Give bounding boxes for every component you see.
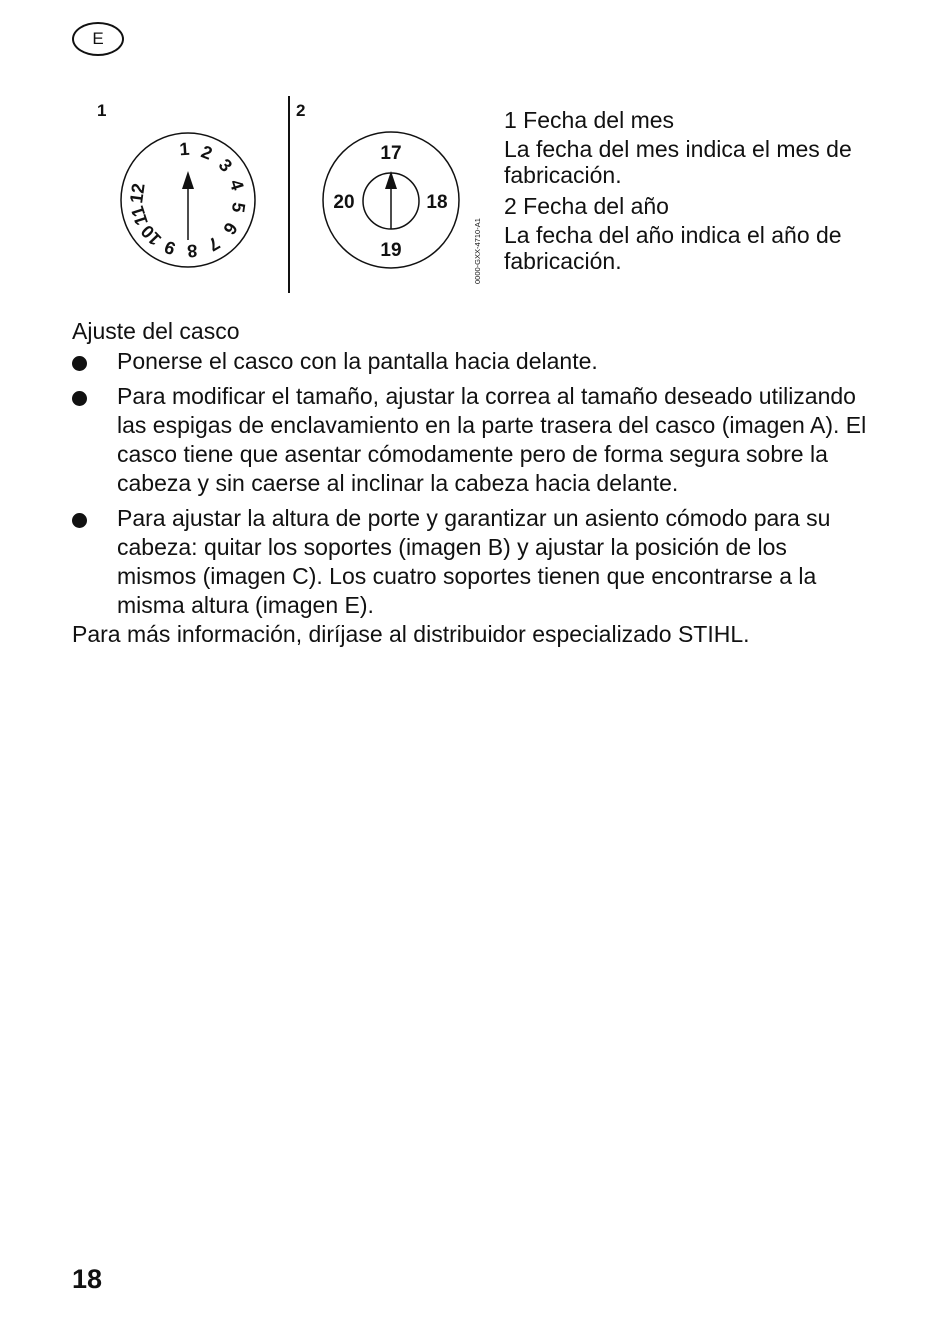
bullet-icon — [72, 356, 87, 371]
page-number: 18 — [72, 1264, 103, 1294]
legend-item-1-text: La fecha del mes indica el mes de fabricación. — [504, 136, 852, 188]
month-dial-number: 11 — [127, 203, 152, 228]
figure-divider — [288, 96, 290, 293]
image-reference: imagen A — [729, 412, 826, 438]
figure-legend — [504, 106, 894, 278]
legend-item-1-title: 1 Fecha del mes — [504, 107, 675, 133]
year-dial-number-top: 17 — [380, 143, 402, 164]
instruction-list — [72, 347, 872, 620]
instruction-text-part: ). Los cuatro soportes tienen que encontrarse a la misma altura ( — [117, 563, 817, 618]
instruction-text: Ponerse el casco con la pantalla hacia delante. — [117, 348, 598, 374]
year-dial-number-bottom: 19 — [380, 240, 402, 261]
month-dial-number: 10 — [136, 221, 166, 250]
month-dial-number: 9 — [161, 236, 179, 259]
month-dial-arrowhead — [182, 171, 194, 189]
year-dial-number-right: 18 — [426, 192, 448, 213]
month-dial-number: 6 — [219, 218, 242, 239]
section-title: Ajuste del casco — [72, 318, 240, 344]
year-dial-number-left: 20 — [333, 192, 355, 213]
instruction-text-part: Para ajustar la altura de porte y garantizar un asiento cómodo para su cabeza: quitar los soportes ( — [117, 505, 831, 560]
month-dial-number: 7 — [204, 232, 224, 256]
figure-panel-1-label: 1 — [97, 101, 107, 120]
image-reference: imagen B — [405, 534, 504, 560]
figure-panel-2-label: 2 — [296, 101, 306, 120]
bullet-icon — [72, 513, 87, 528]
instruction-text-part: ). El casco tiene que asentar cómodamente pero de forma segura sobre la cabeza y sin caerse al inclinar la cabeza hacia delante. — [117, 412, 867, 496]
month-dial-number: 4 — [225, 177, 248, 193]
instruction-item — [72, 347, 872, 376]
month-dial-number: 1 — [178, 138, 191, 160]
language-badge: E — [72, 22, 124, 56]
closing-note: Para más información, diríjase al distribuidor especializado STIHL. — [72, 621, 750, 647]
month-dial-number: 2 — [198, 141, 216, 164]
month-dial-number: 8 — [186, 240, 199, 262]
helmet-adjustment-section — [72, 316, 872, 649]
instruction-text-part: ) y ajustar la posición de los mismos ( — [117, 534, 787, 589]
year-dial-icon — [320, 130, 462, 270]
instruction-text-part: Para modificar el tamaño, ajustar la correa al tamaño deseado utilizando las espigas de enclavamiento en la parte trasera del casco ( — [117, 383, 856, 438]
instruction-item — [72, 504, 872, 620]
legend-item-2-text: La fecha del año indica el año de fabricación. — [504, 222, 842, 274]
month-dial-number: 12 — [126, 182, 149, 205]
month-dial-number: 5 — [227, 201, 250, 214]
figure-code: 0000-GXX-4710-A1 — [473, 218, 482, 284]
image-reference: imagen E — [262, 592, 360, 618]
month-dial-number: 3 — [214, 154, 237, 176]
bullet-icon — [72, 391, 87, 406]
instruction-text-part: ). — [359, 592, 374, 618]
month-dial-icon — [118, 130, 258, 270]
instruction-item — [72, 382, 872, 498]
legend-item-2-title: 2 Fecha del año — [504, 193, 669, 219]
image-reference: imagen C — [210, 563, 309, 589]
